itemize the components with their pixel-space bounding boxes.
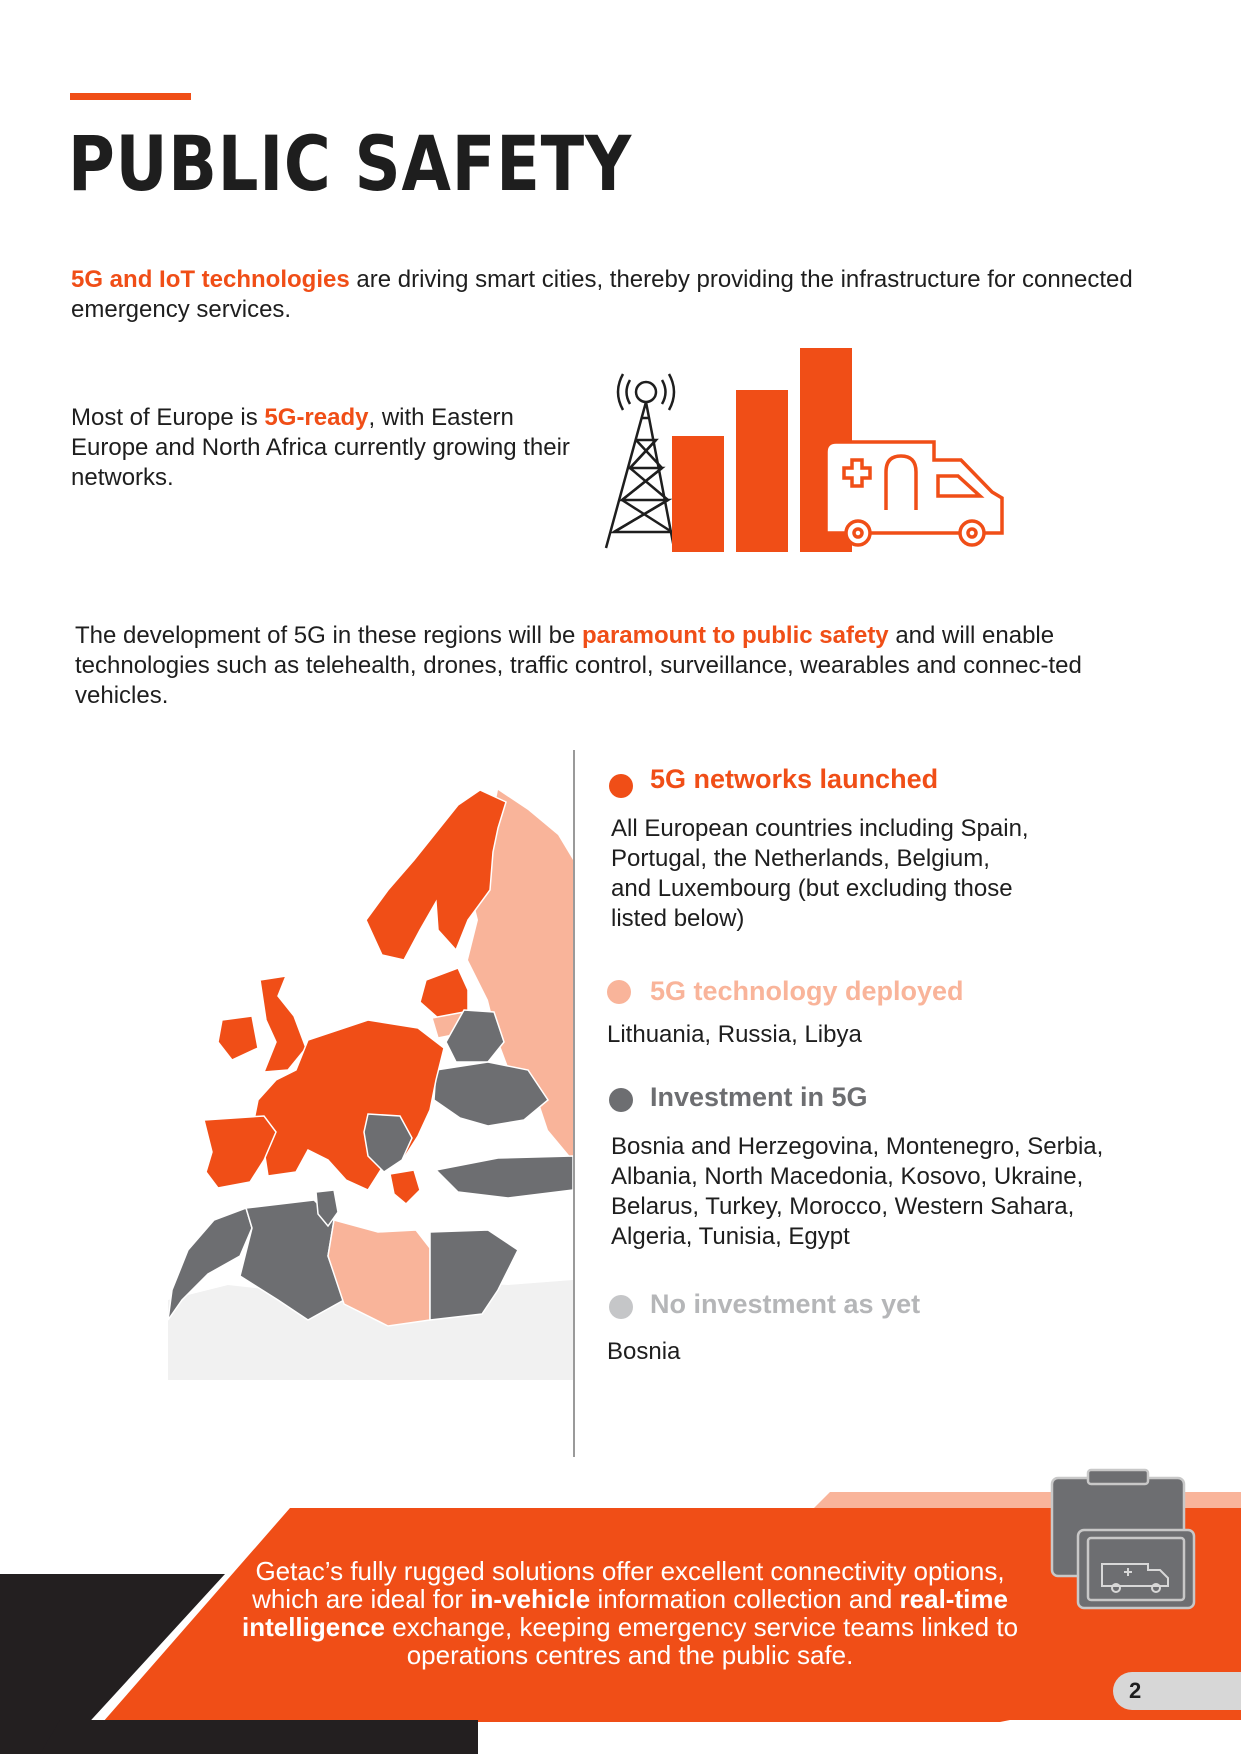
development-text-after: and will enable technologies such as telehealth, drones, traffic control, surveillance, wearables and connec-ted vehicles. [75,622,1082,709]
banner-paragraph [220,1557,1040,1669]
tower-signal-ambulance-icon [596,340,1026,552]
intro-paragraph [71,265,1151,325]
accent-bar [70,93,191,100]
readiness-paragraph [71,403,581,493]
legend-none-title: No investment as yet [650,1289,921,1319]
greece-region [390,1170,420,1204]
intro-text: are driving smart cities, thereby providing the infrastructure for connected emergency services. [71,266,1133,323]
readiness-highlight: 5G-ready [264,404,369,431]
legend-launched-text: All European countries including Spain, Portugal, the Netherlands, Belgium, and Luxembourg (but excluding those listed below) [611,815,1029,932]
deployed-dot-icon [607,980,631,1004]
development-paragraph [75,621,1155,711]
legend-deployed-title: 5G technology deployed [650,976,964,1006]
legend-investment-text: Bosnia and Herzegovina, Montenegro, Serbia, Albania, North Macedonia, Kosovo, Ukraine, Belarus, Turkey, Morocco, Western Sahara, Algeria, Tunisia, Egypt [611,1133,1104,1250]
banner-text-1: Getac’s fully rugged solutions offer excellent connectivity options, which are ideal for [252,1556,1005,1614]
europe-north-africa-map [168,780,573,1380]
uk-region [260,976,306,1072]
investment-dot-icon [609,1088,633,1112]
launched-dot-icon [609,774,633,798]
intro-highlight: 5G and IoT technologies [71,266,350,293]
legend-investment-title: Investment in 5G [650,1082,868,1112]
rugged-tablet-icon [1048,1466,1198,1611]
page-title: PUBLIC SAFETY [68,119,633,208]
turkey-region [436,1156,573,1198]
banner-text-3: exchange, keeping emergency service teams linked to operations centres and the public safe. [385,1612,1019,1670]
banner-bold-1: in-vehicle [470,1584,591,1614]
development-text-before: The development of 5G in these regions will be [75,622,582,649]
baltic-region [420,968,468,1018]
page-number: 2 [1113,1672,1241,1710]
legend-none-text: Bosnia [607,1338,681,1365]
iberia-region [204,1116,276,1188]
legend-launched-title: 5G networks launched [650,764,939,794]
readiness-text-before: Most of Europe is [71,404,265,431]
vertical-divider [573,750,575,1457]
ireland-region [218,1016,258,1060]
banner-bold-2: real-time intelligence [241,1584,1008,1642]
banner-text-2: information collection and [590,1584,900,1614]
no-investment-dot-icon [609,1295,633,1319]
readiness-text-after: , with Eastern Europe and North Africa currently growing their networks. [71,404,570,491]
development-highlight: paramount to public safety [581,622,889,649]
legend-deployed-text: Lithuania, Russia, Libya [607,1021,862,1048]
